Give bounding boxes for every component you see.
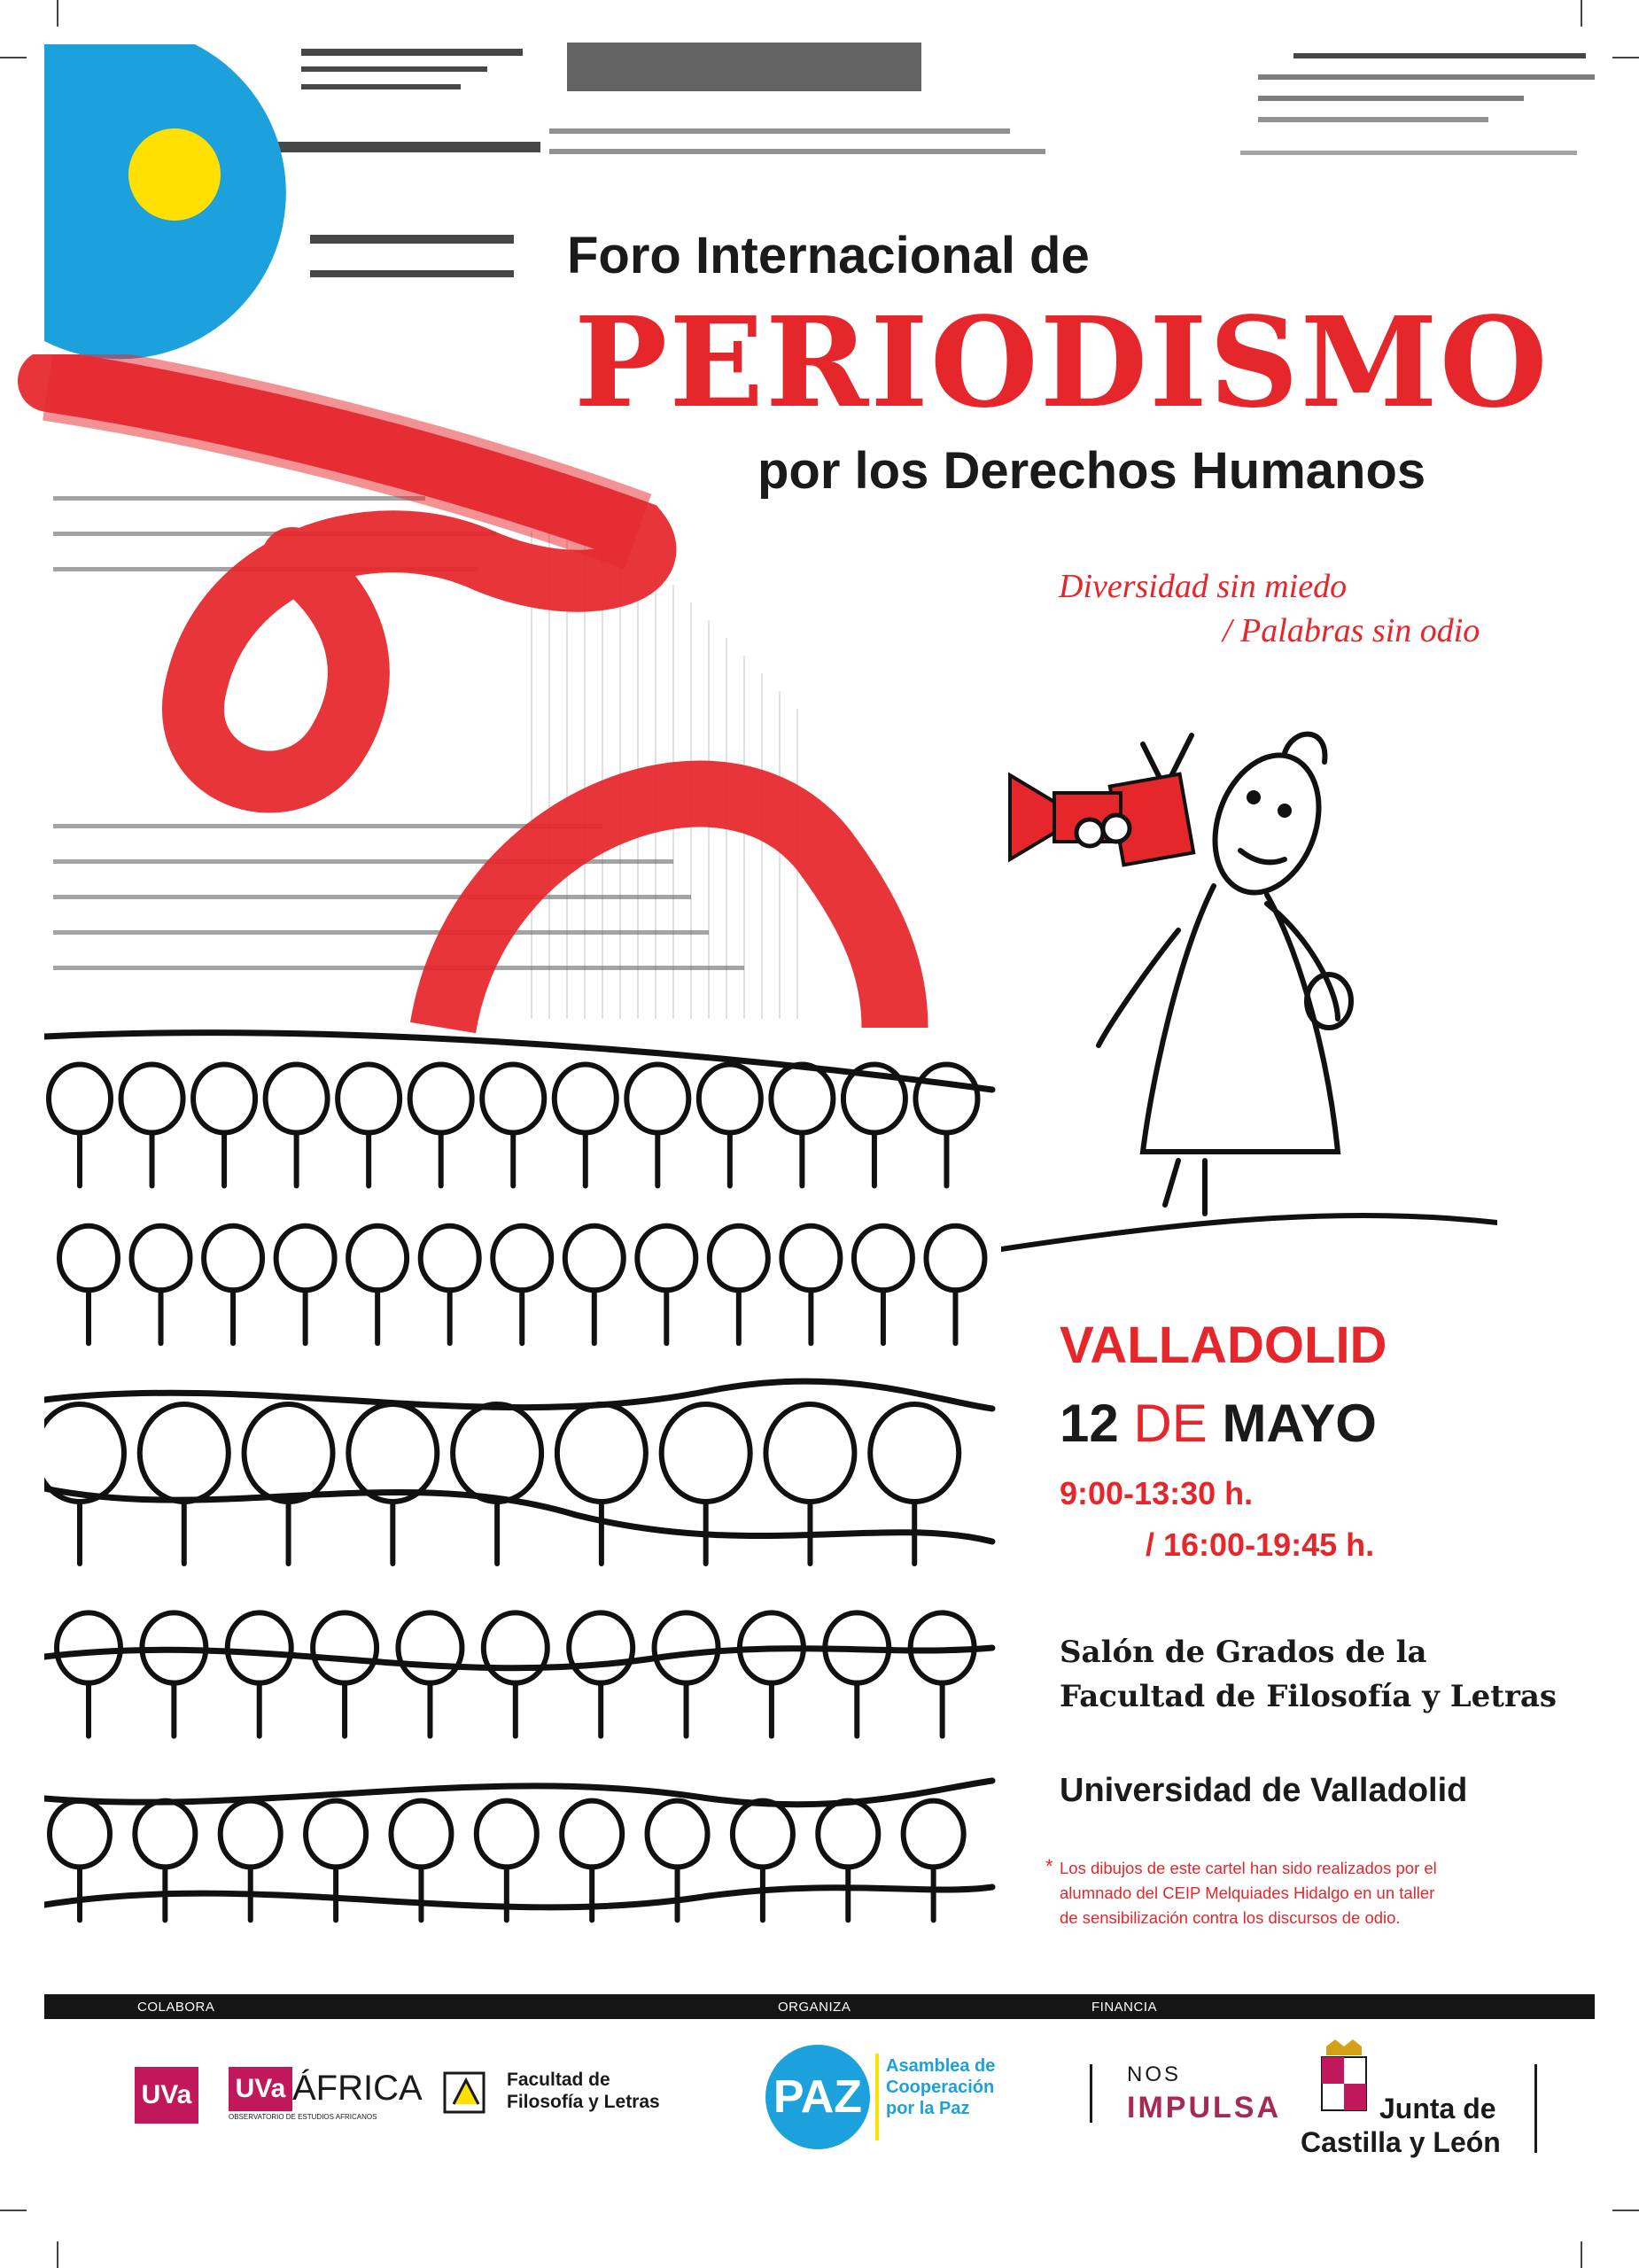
junta-divider (1534, 2064, 1537, 2153)
blue-circle-logo (0, 0, 372, 372)
asamblea-line-1: Asamblea de (886, 2056, 996, 2076)
junta-line-2: Castilla y León (1301, 2126, 1501, 2158)
event-month: MAYO (1222, 1394, 1377, 1453)
junta-coat-of-arms-icon (1313, 2038, 1375, 2126)
footnote-line-2: alumnado del CEIP Melquiades Hidalgo en un taller (1060, 1884, 1435, 1902)
event-date (1060, 1393, 1377, 1454)
uva-africa-logo-text: ÁFRICA (292, 2069, 423, 2108)
event-time-morning: 9:00-13:30 h. (1060, 1475, 1254, 1511)
financia-label: FINANCIA (1091, 2000, 1158, 2015)
uva-africa-subtitle: OBSERVATORIO DE ESTUDIOS AFRICANOS (229, 2113, 377, 2121)
venue-line-1: Salón de Grados de la (1060, 1635, 1427, 1670)
facultad-logo-text (507, 2069, 660, 2113)
cameraman-drawing (1001, 726, 1497, 1276)
event-time-afternoon: / 16:00-19:45 h. (1146, 1526, 1375, 1563)
footnote-line-3: de sensibilización contra los discursos de odio. (1060, 1908, 1401, 1927)
facultad-logo-line-1: Facultad de (507, 2070, 610, 2090)
tagline-part-2: / Palabras sin odio (1223, 612, 1480, 649)
facultad-logo-line-2: Filosofía y Letras (507, 2092, 660, 2113)
title-main: PERIODISMO (574, 291, 1550, 436)
uva-africa-logo-mark: UVa (229, 2067, 292, 2111)
event-date-de: DE (1133, 1394, 1208, 1453)
title-line-1: Foro Internacional de (567, 227, 1090, 284)
junta-line-1: Junta de (1379, 2093, 1496, 2124)
event-day: 12 (1060, 1394, 1119, 1453)
impulsa-label: IMPULSA (1127, 2091, 1281, 2124)
university-name: Universidad de Valladolid (1060, 1772, 1468, 1809)
nos-label: NOS (1127, 2062, 1182, 2086)
paz-logo: PAZ (765, 2045, 870, 2149)
crop-mark (57, 2241, 58, 2268)
crop-mark (0, 2210, 27, 2211)
tagline-part-1: Diversidad sin miedo (1059, 568, 1348, 605)
organiza-label: ORGANIZA (778, 2000, 851, 2015)
footnote-mark: * (1045, 1855, 1053, 1877)
asamblea-line-3: por la Paz (886, 2099, 970, 2118)
colabora-label: COLABORA (137, 2000, 215, 2015)
children-trees-drawing (44, 1019, 1001, 1993)
footnote-line-1: Los dibujos de este cartel han sido realizados por el (1060, 1859, 1437, 1877)
asamblea-line-2: Cooperación (886, 2078, 995, 2097)
event-city: VALLADOLID (1060, 1317, 1387, 1374)
crop-mark (1612, 2210, 1639, 2211)
title-line-3: por los Derechos Humanos (757, 442, 1426, 500)
uva-logo: UVa (135, 2067, 198, 2124)
crop-mark (1581, 2241, 1582, 2268)
facultad-logo-icon (443, 2064, 487, 2117)
nos-impulsa-divider (1090, 2064, 1092, 2123)
paz-logo-divider (875, 2054, 879, 2140)
asamblea-logo-text (886, 2055, 995, 2119)
venue-line-2: Facultad de Filosofía y Letras (1060, 1679, 1557, 1714)
